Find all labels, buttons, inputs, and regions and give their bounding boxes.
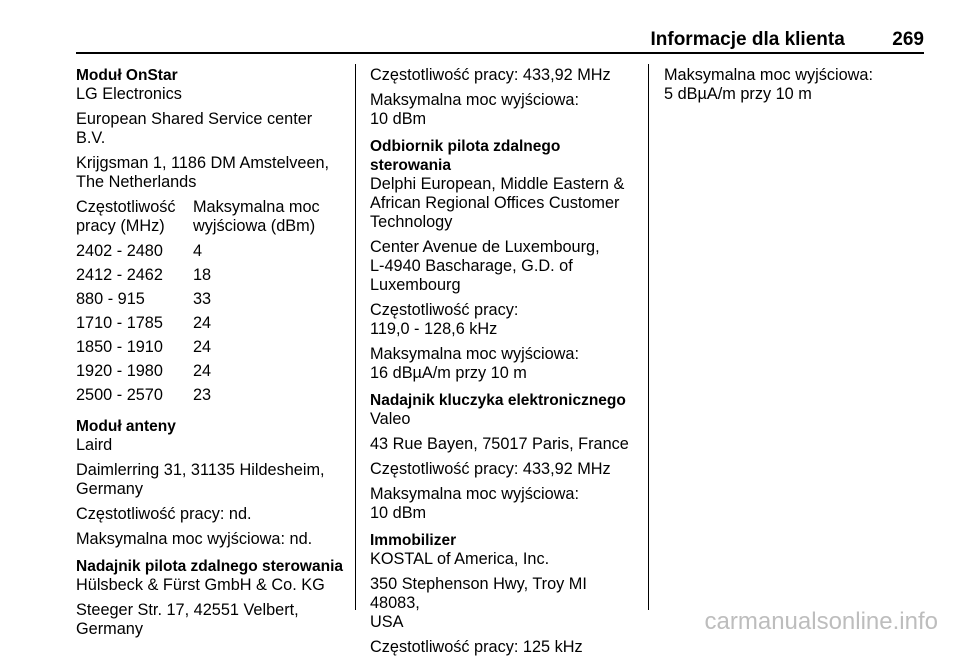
column-divider-1: [355, 64, 356, 610]
antenna-manufacturer: Laird: [76, 436, 113, 454]
table-row: [76, 362, 320, 386]
receiver-frequency: Częstotliwość pracy: 119,0 - 128,6 kHz: [370, 301, 519, 338]
page-number: 269: [892, 29, 924, 50]
column-3: [664, 66, 932, 110]
receiver-address: Center Avenue de Luxembourg, L-4940 Bascharage, G.D. of Luxembourg: [370, 238, 600, 294]
table-cell-frequency: 2402 - 2480: [76, 242, 163, 260]
remote-frequency: Częstotliwość pracy: 433,92 MHz: [370, 66, 611, 84]
table-cell-power: 18: [193, 266, 212, 284]
table-header-row: [76, 198, 320, 242]
table-cell-frequency: 1850 - 1910: [76, 338, 163, 356]
page-header: [650, 29, 924, 51]
watermark: carmanualsonline.info: [704, 608, 938, 635]
remote-power: Maksymalna moc wyjściowa: 10 dBm: [370, 91, 579, 128]
table-cell-power: 24: [193, 314, 212, 332]
header-divider: [76, 52, 924, 54]
remote-manufacturer: Hülsbeck & Fürst GmbH & Co. KG: [76, 576, 325, 594]
table-cell-frequency: 2500 - 2570: [76, 386, 163, 404]
immobilizer-address: 350 Stephenson Hwy, Troy MI 48083, USA: [370, 575, 587, 631]
antenna-address: Daimlerring 31, 31135 Hildesheim, Germany: [76, 461, 325, 498]
table-cell-frequency: 880 - 915: [76, 290, 145, 308]
table-cell-frequency: 1920 - 1980: [76, 362, 163, 380]
key-transmitter-heading: Nadajnik kluczyka elektronicznego: [370, 392, 626, 409]
key-manufacturer: Valeo: [370, 410, 411, 428]
table-header-frequency: Częstotliwość pracy (MHz): [76, 198, 176, 235]
table-row: [76, 386, 320, 410]
immobilizer-frequency: Częstotliwość pracy: 125 kHz: [370, 638, 583, 656]
remote-address: Steeger Str. 17, 42551 Velbert, Germany: [76, 601, 299, 638]
table-header-power: Maksymalna moc wyjściowa (dBm): [193, 198, 320, 235]
onstar-service-center: European Shared Service center B.V.: [76, 110, 313, 147]
column-divider-2: [648, 64, 649, 610]
key-frequency: Częstotliwość pracy: 433,92 MHz: [370, 460, 611, 478]
column-1: [76, 66, 344, 645]
key-address: 43 Rue Bayen, 75017 Paris, France: [370, 435, 629, 453]
antenna-power: Maksymalna moc wyjściowa: nd.: [76, 530, 313, 548]
immobilizer-power: Maksymalna moc wyjściowa: 5 dBµA/m przy 10 m: [664, 66, 873, 103]
table-cell-frequency: 2412 - 2462: [76, 266, 163, 284]
table-cell-power: 24: [193, 362, 212, 380]
remote-transmitter-heading: Nadajnik pilota zdalnego sterowania: [76, 558, 343, 575]
antenna-heading: Moduł anteny: [76, 418, 176, 435]
frequency-table: [76, 198, 320, 410]
table-row: [76, 266, 320, 290]
receiver-power: Maksymalna moc wyjściowa: 16 dBµA/m przy 10 m: [370, 345, 579, 382]
column-2: [370, 66, 638, 663]
table-cell-power: 24: [193, 338, 212, 356]
onstar-address: Krijgsman 1, 1186 DM Amstelveen, The Netherlands: [76, 154, 330, 191]
table-cell-power: 4: [193, 242, 203, 260]
table-row: [76, 338, 320, 362]
page-title: Informacje dla klienta: [650, 29, 845, 50]
antenna-frequency: Częstotliwość pracy: nd.: [76, 505, 252, 523]
table-cell-power: 23: [193, 386, 212, 404]
table-row: [76, 242, 320, 266]
table-row: [76, 314, 320, 338]
receiver-heading: Odbiornik pilota zdalnego sterowania: [370, 138, 561, 174]
table-cell-power: 33: [193, 290, 212, 308]
table-cell-frequency: 1710 - 1785: [76, 314, 163, 332]
immobilizer-manufacturer: KOSTAL of America, Inc.: [370, 550, 550, 568]
table-row: [76, 290, 320, 314]
onstar-heading: Moduł OnStar: [76, 67, 178, 84]
key-power: Maksymalna moc wyjściowa: 10 dBm: [370, 485, 579, 522]
onstar-manufacturer: LG Electronics: [76, 85, 182, 103]
receiver-manufacturer: Delphi European, Middle Eastern & African Regional Offices Customer Technology: [370, 175, 625, 231]
immobilizer-heading: Immobilizer: [370, 532, 457, 549]
